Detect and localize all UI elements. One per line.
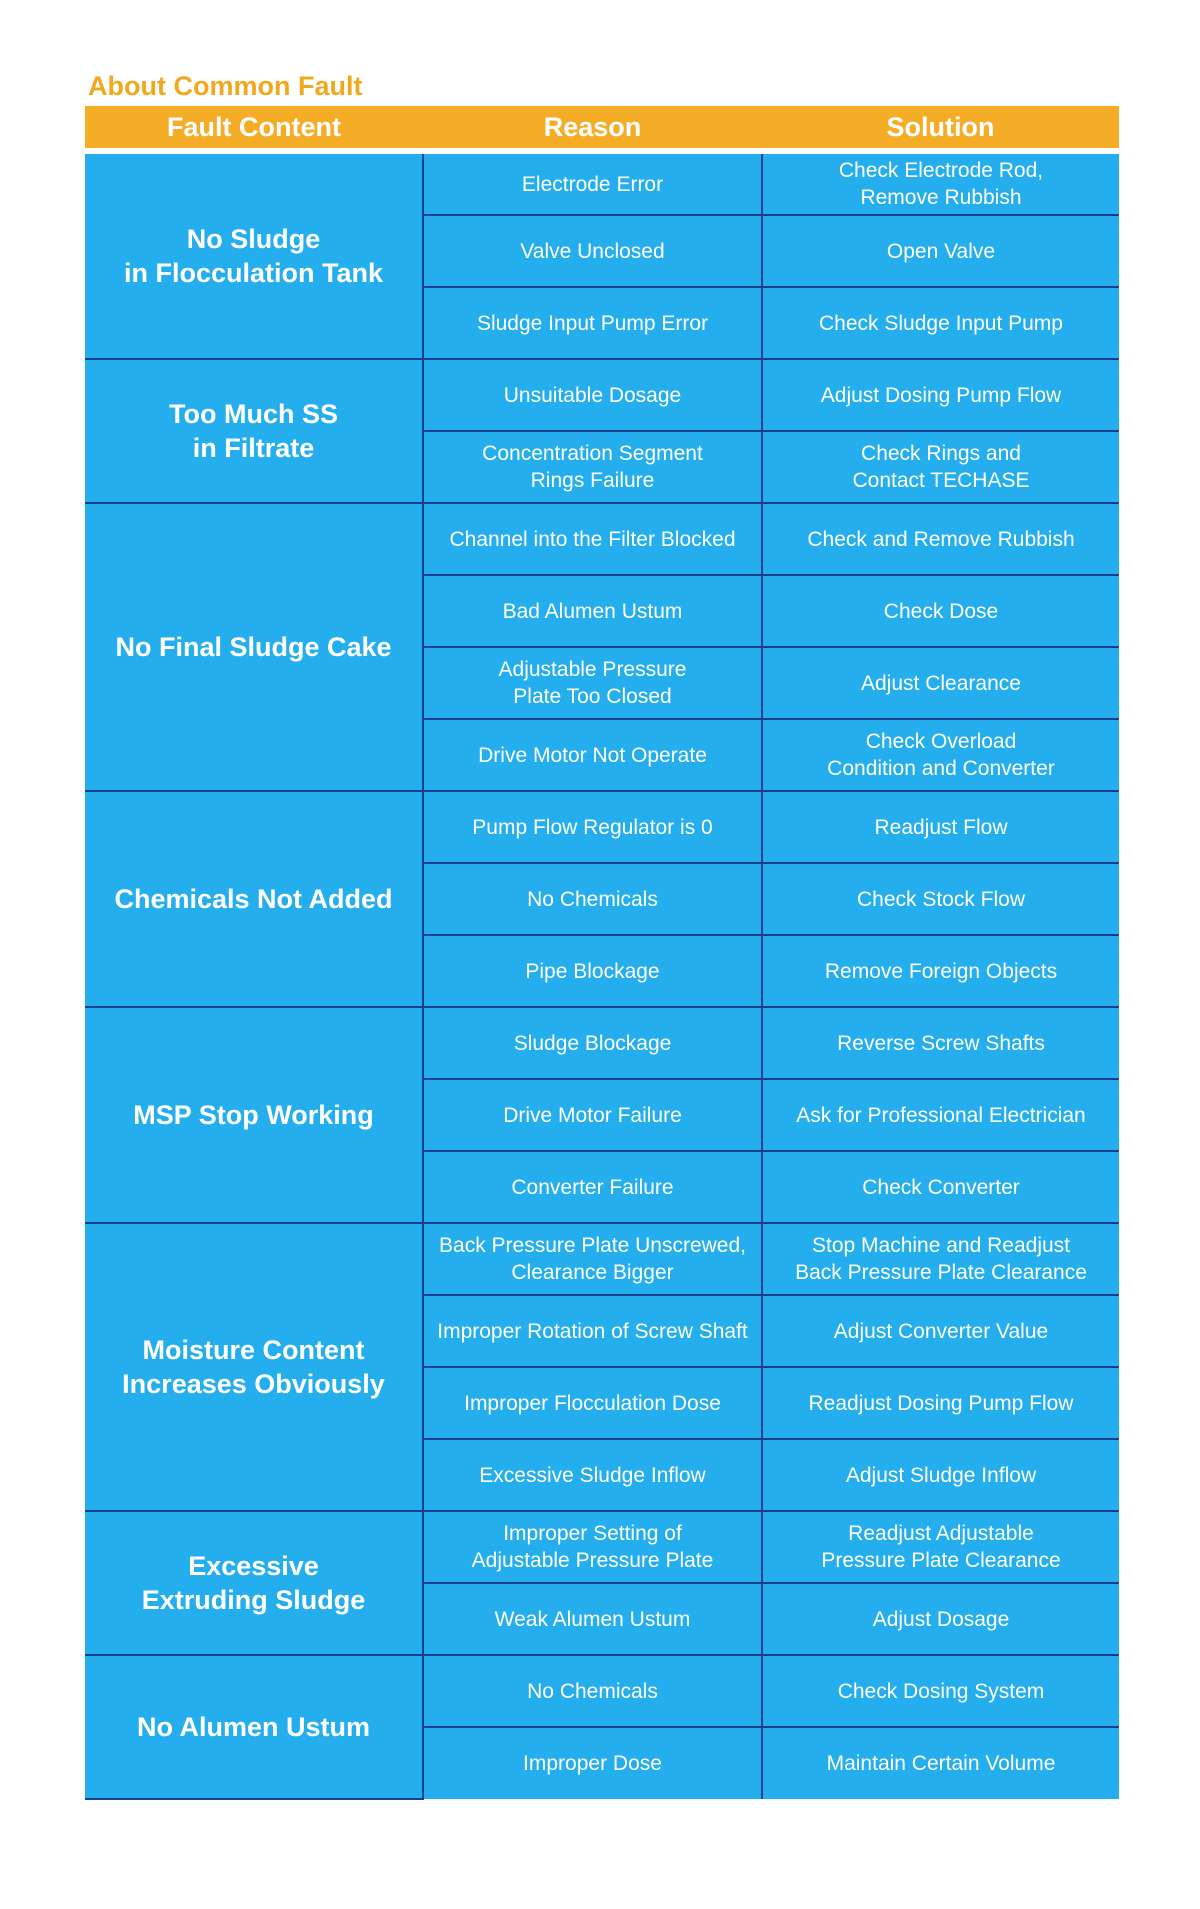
reason-cell: Improper Setting of Adjustable Pressure Plate bbox=[423, 1511, 762, 1583]
fault-content-cell: Chemicals Not Added bbox=[85, 791, 423, 1007]
header-reason: Reason bbox=[423, 106, 762, 151]
reason-cell: Valve Unclosed bbox=[423, 215, 762, 287]
fault-content-cell: No Final Sludge Cake bbox=[85, 503, 423, 791]
reason-cell: No Chemicals bbox=[423, 1655, 762, 1727]
solution-cell: Check Dosing System bbox=[762, 1655, 1119, 1727]
fault-content-cell: Excessive Extruding Sludge bbox=[85, 1511, 423, 1655]
reason-cell: Pipe Blockage bbox=[423, 935, 762, 1007]
solution-cell: Adjust Dosage bbox=[762, 1583, 1119, 1655]
solution-cell: Open Valve bbox=[762, 215, 1119, 287]
fault-table bbox=[85, 106, 1119, 1800]
reason-cell: Drive Motor Not Operate bbox=[423, 719, 762, 791]
reason-cell: Concentration Segment Rings Failure bbox=[423, 431, 762, 503]
table-row bbox=[85, 1223, 1119, 1295]
solution-cell: Check Stock Flow bbox=[762, 863, 1119, 935]
table-body bbox=[85, 151, 1119, 1799]
solution-cell: Check Overload Condition and Converter bbox=[762, 719, 1119, 791]
solution-cell: Reverse Screw Shafts bbox=[762, 1007, 1119, 1079]
solution-cell: Remove Foreign Objects bbox=[762, 935, 1119, 1007]
solution-cell: Check and Remove Rubbish bbox=[762, 503, 1119, 575]
table-row bbox=[85, 791, 1119, 863]
header-fault-content: Fault Content bbox=[85, 106, 423, 151]
reason-cell: No Chemicals bbox=[423, 863, 762, 935]
reason-cell: Pump Flow Regulator is 0 bbox=[423, 791, 762, 863]
solution-cell: Stop Machine and Readjust Back Pressure Plate Clearance bbox=[762, 1223, 1119, 1295]
reason-cell: Improper Rotation of Screw Shaft bbox=[423, 1295, 762, 1367]
reason-cell: Electrode Error bbox=[423, 151, 762, 215]
solution-cell: Adjust Sludge Inflow bbox=[762, 1439, 1119, 1511]
fault-content-cell: MSP Stop Working bbox=[85, 1007, 423, 1223]
reason-cell: Improper Dose bbox=[423, 1727, 762, 1799]
reason-cell: Channel into the Filter Blocked bbox=[423, 503, 762, 575]
table-row bbox=[85, 151, 1119, 215]
table-header-row bbox=[85, 106, 1119, 151]
solution-cell: Readjust Adjustable Pressure Plate Clearance bbox=[762, 1511, 1119, 1583]
solution-cell: Readjust Dosing Pump Flow bbox=[762, 1367, 1119, 1439]
solution-cell: Check Electrode Rod, Remove Rubbish bbox=[762, 151, 1119, 215]
reason-cell: Adjustable Pressure Plate Too Closed bbox=[423, 647, 762, 719]
reason-cell: Improper Flocculation Dose bbox=[423, 1367, 762, 1439]
reason-cell: Sludge Input Pump Error bbox=[423, 287, 762, 359]
reason-cell: Converter Failure bbox=[423, 1151, 762, 1223]
table-row bbox=[85, 1511, 1119, 1583]
solution-cell: Check Dose bbox=[762, 575, 1119, 647]
solution-cell: Adjust Converter Value bbox=[762, 1295, 1119, 1367]
table-row bbox=[85, 503, 1119, 575]
solution-cell: Adjust Dosing Pump Flow bbox=[762, 359, 1119, 431]
reason-cell: Back Pressure Plate Unscrewed, Clearance Bigger bbox=[423, 1223, 762, 1295]
reason-cell: Weak Alumen Ustum bbox=[423, 1583, 762, 1655]
reason-cell: Unsuitable Dosage bbox=[423, 359, 762, 431]
solution-cell: Check Sludge Input Pump bbox=[762, 287, 1119, 359]
table-row bbox=[85, 1655, 1119, 1727]
solution-cell: Adjust Clearance bbox=[762, 647, 1119, 719]
table-row bbox=[85, 359, 1119, 431]
reason-cell: Drive Motor Failure bbox=[423, 1079, 762, 1151]
table-row bbox=[85, 1007, 1119, 1079]
solution-cell: Check Converter bbox=[762, 1151, 1119, 1223]
solution-cell: Ask for Professional Electrician bbox=[762, 1079, 1119, 1151]
reason-cell: Excessive Sludge Inflow bbox=[423, 1439, 762, 1511]
solution-cell: Readjust Flow bbox=[762, 791, 1119, 863]
fault-content-cell: No Sludge in Flocculation Tank bbox=[85, 151, 423, 359]
fault-content-cell: Too Much SS in Filtrate bbox=[85, 359, 423, 503]
solution-cell: Check Rings and Contact TECHASE bbox=[762, 431, 1119, 503]
fault-content-cell: Moisture Content Increases Obviously bbox=[85, 1223, 423, 1511]
page-title: About Common Fault bbox=[88, 71, 363, 101]
reason-cell: Bad Alumen Ustum bbox=[423, 575, 762, 647]
reason-cell: Sludge Blockage bbox=[423, 1007, 762, 1079]
fault-content-cell: No Alumen Ustum bbox=[85, 1655, 423, 1799]
header-solution: Solution bbox=[762, 106, 1119, 151]
solution-cell: Maintain Certain Volume bbox=[762, 1727, 1119, 1799]
